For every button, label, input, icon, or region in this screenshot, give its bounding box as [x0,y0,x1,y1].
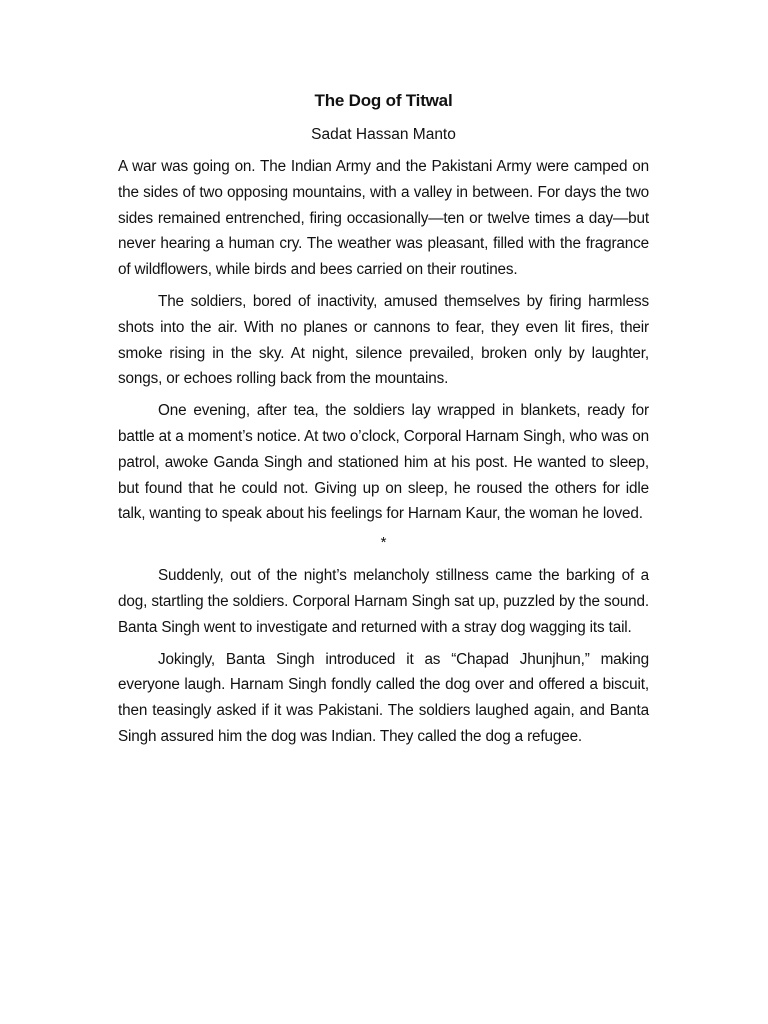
paragraph-3: One evening, after tea, the soldiers lay wrapped in blankets, ready for battle at a moment’s notice. At two o’clock, Corporal Harnam Singh, who was on patrol, awoke Ganda Singh and stationed him at his post. He wanted to sleep, but found that he could not. Giving up on sleep, he roused the others for idle talk, wanting to speak about his feelings for Harnam Kaur, the woman he loved. [118,402,649,523]
section-break: * [380,534,387,552]
document-author: Sadat Hassan Manto [311,126,456,143]
paragraph-4: Suddenly, out of the night’s melancholy stillness came the barking of a dog, startling the soldiers. Corporal Harnam Singh sat up, puzzled by the sound. Banta Singh went to investigate and returned with a stray dog wagging its tail. [118,567,649,636]
paragraph-5: Jokingly, Banta Singh introduced it as “Chapad Jhunjhun,” making everyone laugh. Harnam Singh fondly called the dog over and offered a biscuit, then teasingly asked if it was Pakistani. The soldiers laughed again, and Banta Singh assured him the dog was Indian. They called the dog a refugee. [118,650,649,745]
document-title: The Dog of Titwal [314,91,453,110]
document-page [118,90,649,756]
paragraph-2: The soldiers, bored of inactivity, amused themselves by firing harmless shots into the air. With no planes or cannons to fear, they even lit fires, their smoke rising in the sky. At night, silence prevailed, broken only by laughter, songs, or echoes rolling back from the mountains. [118,292,649,388]
paragraph-1: A war was going on. The Indian Army and the Pakistani Army were camped on the sides of two opposing mountains, with a valley in between. For days the two sides remained entrenched, firing occasionally—ten or twelve times a day—but never hearing a human cry. The weather was pleasant, filled with the fragrance of wildflowers, while birds and bees carried on their routines. [118,158,649,279]
